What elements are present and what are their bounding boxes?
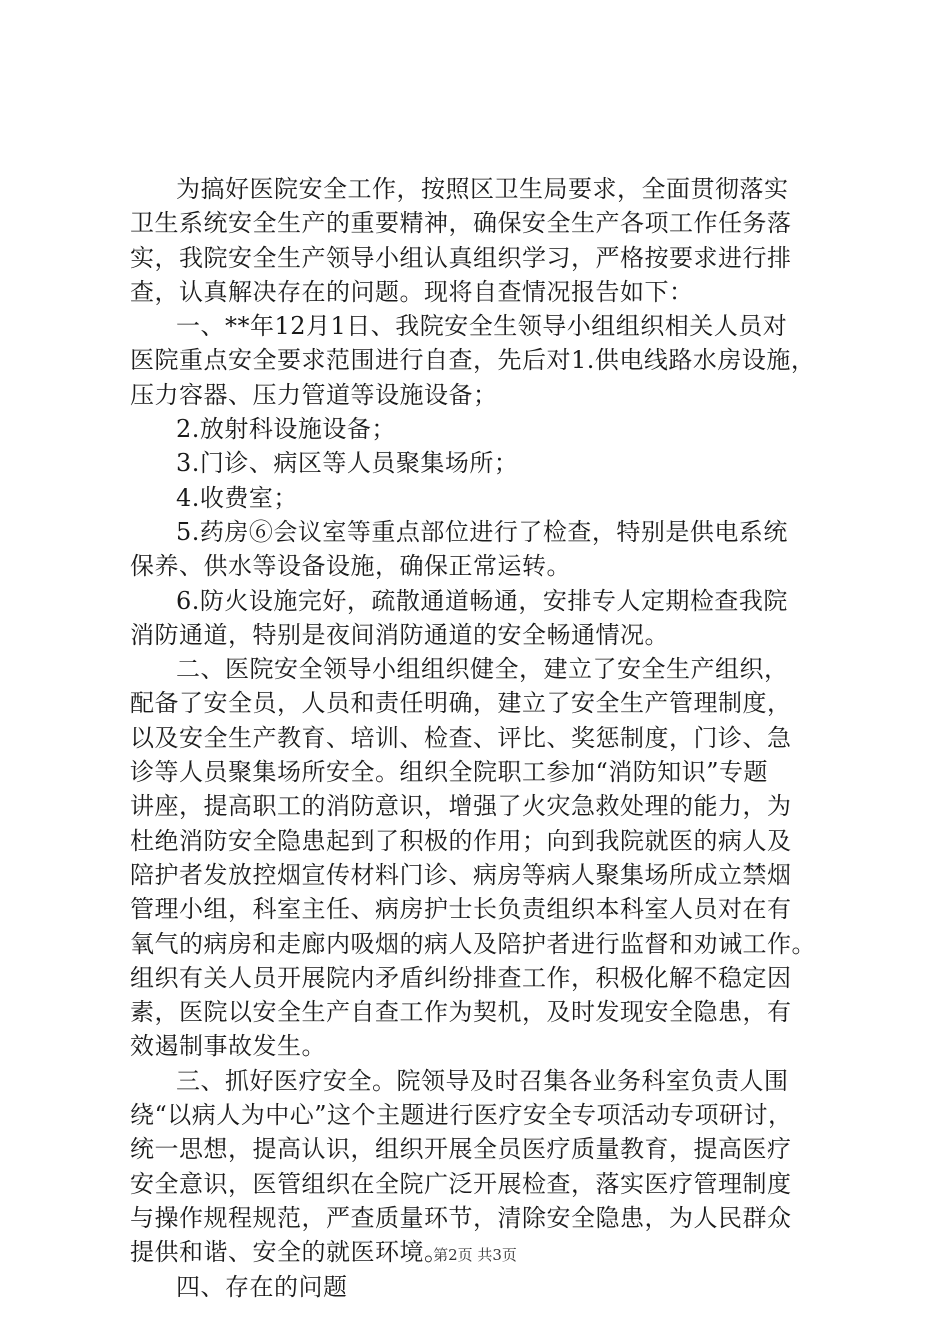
text-line: 绕“以病人为中心”这个主题进行医疗安全专项活动专项研讨， [130, 1101, 793, 1130]
text-line: 与操作规程规范，严查质量环节，清除安全隐患，为人民群众 [130, 1203, 792, 1232]
text-line: 三、抓好医疗安全。院领导及时召集各业务科室负责人围 [176, 1066, 789, 1095]
text-line: 消防通道，特别是夜间消防通道的安全畅通情况。 [130, 620, 669, 649]
text-line: 安全意识，医管组织在全院广泛开展检查，落实医疗管理制度 [130, 1169, 792, 1198]
text-line: 提供和谐、安全的就医环境。 [130, 1238, 449, 1267]
text-line: 卫生系统安全生产的重要精神，确保安全生产各项工作任务落 [130, 209, 792, 238]
text-line: 统一思想，提高认识，组织开展全员医疗质量教育，提高医疗 [130, 1135, 792, 1164]
text-line: 查，认真解决存在的问题。现将自查情况报告如下： [130, 277, 694, 306]
text-line: 陪护者发放控烟宣传材料门诊、病房等病人聚集场所成立禁烟 [130, 860, 792, 889]
text-line: 效遏制事故发生。 [130, 1032, 326, 1061]
text-line: 医院重点安全要求范围进行自查，先后对1.供电线路水房设施， [130, 346, 816, 375]
text-line: 以及安全生产教育、培训、检查、评比、奖惩制度，门诊、急 [130, 723, 792, 752]
text-line: 6.防火设施完好，疏散通道畅通，安排专人定期检查我院 [176, 586, 788, 615]
text-line: 诊等人员聚集场所安全。组织全院职工参加“消防知识”专题 [130, 758, 769, 787]
document-body [130, 172, 830, 1304]
text-line: 氧气的病房和走廊内吸烟的病人及陪护者进行监督和劝诫工作。 [130, 929, 816, 958]
text-line: 杜绝消防安全隐患起到了积极的作用；向到我院就医的病人及 [130, 826, 792, 855]
text-line: 讲座，提高职工的消防意识，增强了火灾急救处理的能力，为 [130, 792, 792, 821]
text-line: 四、存在的问题 [176, 1272, 348, 1301]
text-line: 管理小组，科室主任、病房护士长负责组织本科室人员对在有 [130, 895, 792, 924]
text-line: 配备了安全员，人员和责任明确，建立了安全生产管理制度， [130, 689, 792, 718]
text-line: 2.放射科设施设备； [176, 415, 396, 444]
text-line: 实，我院安全生产领导小组认真组织学习，严格按要求进行排 [130, 243, 792, 272]
text-line: 4.收费室； [176, 483, 298, 512]
page-footer: 第2页 共3页 [433, 1246, 517, 1264]
text-line: 素，医院以安全生产自查工作为契机，及时发现安全隐患，有 [130, 998, 792, 1027]
text-line: 组织有关人员开展院内矛盾纠纷排查工作，积极化解不稳定因 [130, 963, 792, 992]
text-line: 5.药房⑥会议室等重点部位进行了检查，特别是供电系统 [176, 517, 788, 546]
text-line: 一、**年12月1日、我院安全生领导小组组织相关人员对 [176, 312, 788, 341]
text-line: 为搞好医院安全工作，按照区卫生局要求，全面贯彻落实 [176, 175, 789, 203]
text-line: 压力容器、压力管道等设施设备； [130, 380, 498, 409]
text-line: 保养、供水等设备设施，确保正常运转。 [130, 552, 571, 581]
text-line: 3.门诊、病区等人员聚集场所； [176, 449, 519, 478]
text-line: 二、医院安全领导小组组织健全，建立了安全生产组织， [176, 655, 789, 684]
